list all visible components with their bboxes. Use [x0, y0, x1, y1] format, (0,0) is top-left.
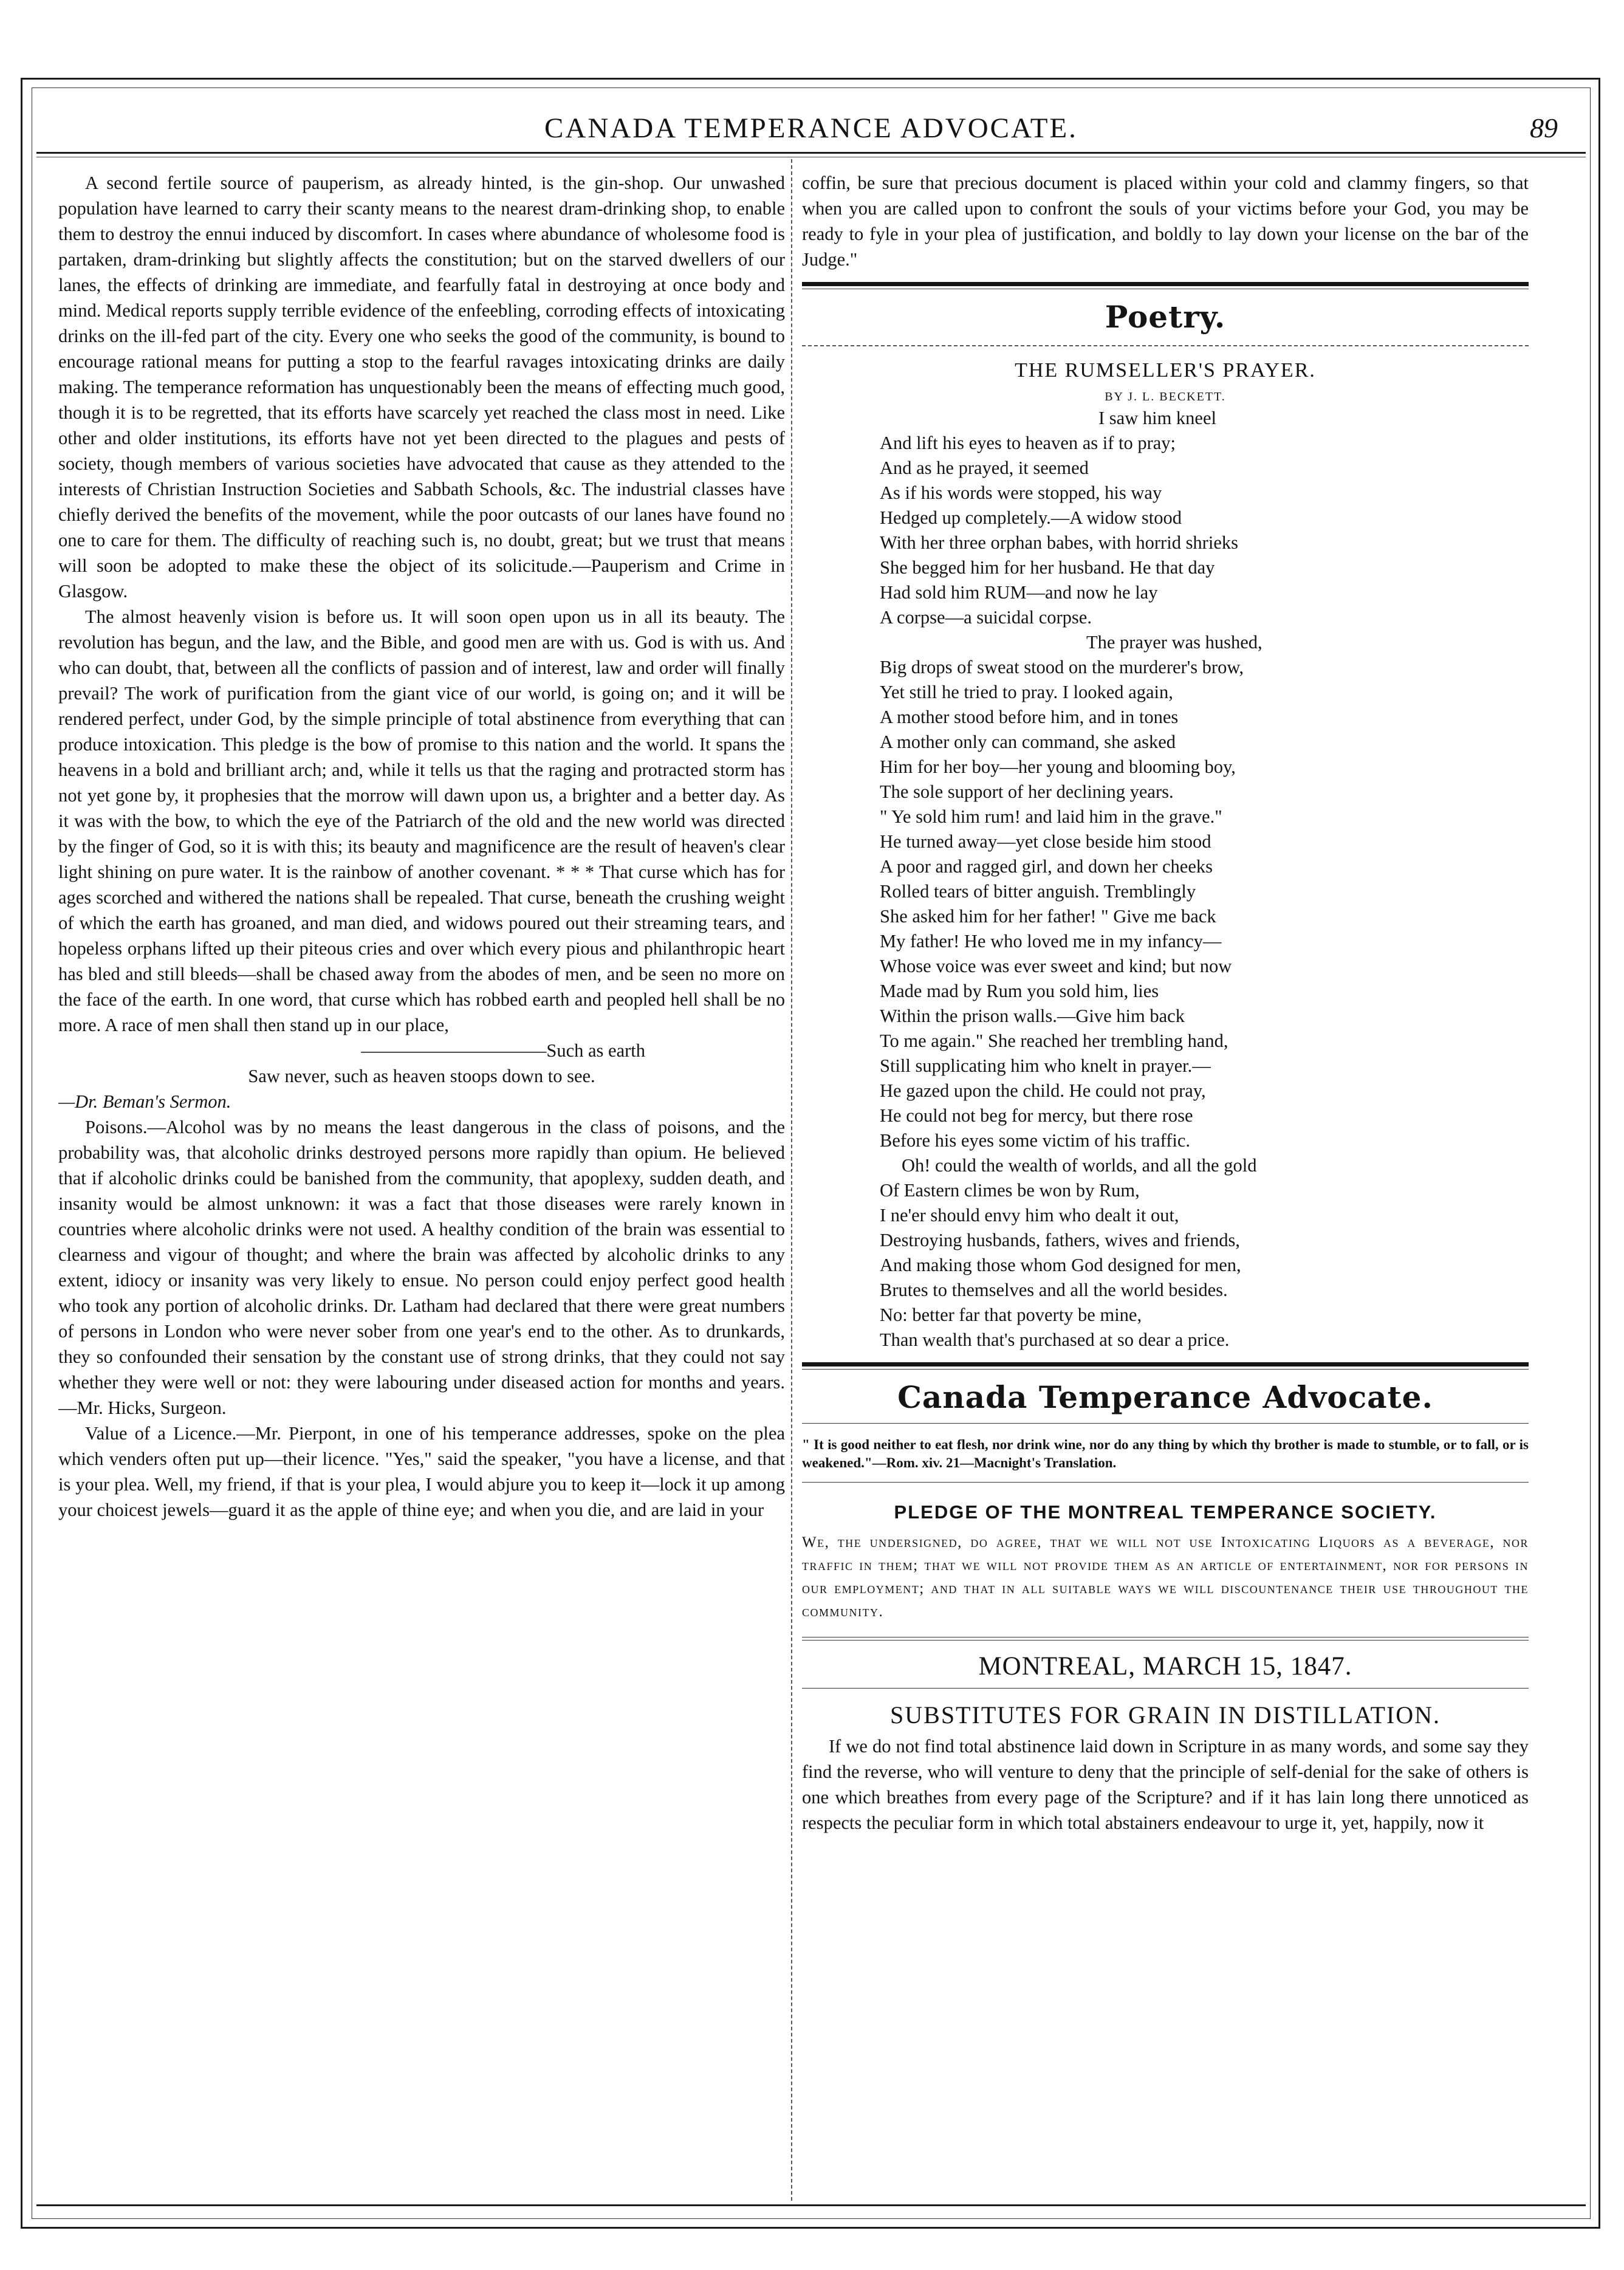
poem-line: Big drops of sweat stood on the murderer's brow,	[880, 657, 1244, 677]
dateline-rule-2	[802, 1640, 1529, 1641]
poem-line: To me again." She reached her trembling hand,	[880, 1030, 1228, 1051]
poem-line: A poor and ragged girl, and down her cheeks	[880, 856, 1213, 877]
poem-line: And lift his eyes to heaven as if to pray;	[880, 433, 1176, 453]
poem-line: I saw him kneel	[1098, 408, 1216, 428]
poem-line: She asked him for her father! " Give me back	[880, 906, 1216, 927]
poem-line: The prayer was hushed,	[1086, 632, 1263, 653]
poem-line: Brutes to themselves and all the world besides.	[880, 1280, 1228, 1300]
article-substitutes-grain: If we do not find total abstinence laid down in Scripture in as many words, and some say they find the reverse, who will venture to deny that the principle of self-denial for the sake of others is one which breathes from every page of the Scripture? and if it has lain long there unnoticed as respects the peculiar form in which total abstainers endeavour to urge it, yet, happily, now it	[802, 1736, 1529, 1833]
poem-line: She begged him for her husband. He that day	[880, 557, 1215, 578]
poem-line: Rolled tears of bitter anguish. Tremblingly	[880, 881, 1196, 902]
poem-line: He turned away—yet close beside him stood	[880, 831, 1211, 852]
poem-line: Before his eyes some victim of his traffic.	[880, 1130, 1191, 1151]
poetry-rule	[802, 345, 1529, 346]
poem-line: I ne'er should envy him who dealt it out,	[880, 1205, 1179, 1226]
poem-line: Him for her boy—her young and blooming boy,	[880, 756, 1236, 777]
article-poisons: Poisons.—Alcohol was by no means the least dangerous in the class of poisons, and the probability was, that alcoholic drinks destroyed persons more rapidly than opium. He believed that if alcoholic drinks could be banished from the community, that apoplexy, sudden death, and insanity would be almost unknown: it was a fact that those diseases were rarely known in countries where alcoholic drinks were not used. A healthy condition of the brain was essential to clearness and vigour of thought; and where the brain was affected by alcoholic drinks to any extent, idiocy or insanity was very likely to ensue. No person could enjoy perfect good health who took any portion of alcoholic drinks. Dr. Latham had declared that there were great numbers of persons in London who were never sober from one year's end to the other. As to drunkards, they so confounded their sensation by the constant use of strong drinks, that they could not say whether they were well or not: they were labouring under diseased action for months and years.—Mr. Hicks, Surgeon.	[58, 1117, 785, 1418]
subhead-rule	[802, 1688, 1529, 1689]
poem-line: Made mad by Rum you sold him, lies	[880, 981, 1159, 1001]
left-column	[58, 170, 785, 2212]
poem-line: Of Eastern climes be won by Rum,	[880, 1180, 1140, 1201]
quote-line-1: ——————————Such as earth	[361, 1040, 645, 1061]
poem-line: A mother stood before him, and in tones	[880, 707, 1179, 727]
motto-quote: " It is good neither to eat flesh, nor drink wine, nor do any thing by which thy brother is made to stumble, or to fall, or is weakened."—Rom. xiv. 21—Macnight's Translation.	[802, 1437, 1529, 1470]
poem-line: My father! He who loved me in my infancy—	[880, 931, 1222, 952]
poem-line: And making those whom God designed for men,	[880, 1255, 1241, 1275]
poem-line: Yet still he tried to pray. I looked again,	[880, 682, 1173, 702]
poem-line: With her three orphan babes, with horrid shrieks	[880, 532, 1238, 553]
article-subheading: SUBSTITUTES FOR GRAIN IN DISTILLATION.	[890, 1701, 1441, 1729]
pledge-text: We, the undersigned, do agree, that we will not use Intoxicating Liquors as a beverage, nor traffic in them; that we will not provide them as an article of entertainment, nor for persons in our employment; and that in all suitable ways we will discountenance their use throughout the community.	[802, 1534, 1529, 1620]
poem-line: Had sold him RUM—and now he lay	[880, 582, 1158, 603]
header-rule	[36, 152, 1586, 154]
masthead: Canada Temperance Advocate.	[897, 1379, 1433, 1415]
poem-line: Than wealth that's purchased at so dear a price.	[880, 1329, 1230, 1350]
running-header	[36, 101, 1586, 149]
bottom-rule	[36, 2204, 1586, 2206]
page-number: 89	[1530, 112, 1558, 143]
poem-line: Still supplicating him who knelt in prayer.—	[880, 1055, 1211, 1076]
poem-line: He gazed upon the child. He could not pray,	[880, 1080, 1206, 1101]
poem-line: Hedged up completely.—A widow stood	[880, 507, 1182, 528]
pledge-heading: PLEDGE OF THE MONTREAL TEMPERANCE SOCIETY.	[894, 1501, 1437, 1523]
poem-line: The sole support of her declining years.	[880, 781, 1174, 802]
attribution: —Dr. Beman's Sermon.	[58, 1091, 231, 1112]
poem-line: And as he prayed, it seemed	[880, 458, 1089, 478]
dateline: MONTREAL, MARCH 15, 1847.	[978, 1652, 1352, 1681]
poem-line: He could not beg for mercy, but there rose	[880, 1105, 1193, 1126]
poetry-heading: Poetry.	[1105, 299, 1226, 335]
article-pauperism: A second fertile source of pauperism, as already hinted, is the gin-shop. Our unwashed population have learned to carry their scanty means to the nearest dram-drinking shop, to enable them to destroy the ennui induced by discomfort. In cases where abundance of wholesome food is partaken, dram-drinking but slightly affects the constitution; but on the starved dwellers of our lanes, the effects of drinking are immediate, and fearfully fatal in destroying at once body and mind. Medical reports supply terrible evidence of the enfeebling, corroding effects of intoxicating drinks on the ill-fed part of the city. Every one who seeks the good of the community, is bound to encourage rational means for putting a stop to the fearful ravages intoxicating drinks are daily making. The temperance reformation has unquestionably been the means of effecting much good, though it is to be regretted, that its efforts have scarcely yet reached the class most in need. Like other and older institutions, its efforts have not yet been directed to the plagues and pests of society, though members of various societies have advocated that cause as they attended to the interests of Christian Instruction Societies and Sabbath Schools, &c. The industrial classes have chiefly derived the benefits of the movement, while the poor outcasts of our lanes have found no one to care for them. The difficulty of reaching such is, no doubt, great; but we trust that means will soon be adopted to make these the object of its solicitude.—Pauperism and Crime in Glasgow.	[58, 173, 785, 602]
article-continuation: coffin, be sure that precious document is placed within your cold and clammy fingers, so that when you are called upon to confront the souls of your victims before your God, you may be ready to fyle in your plea of justification, and boldly to lay down your license on the bar of the Judge."	[802, 173, 1529, 270]
section-rule	[802, 282, 1529, 286]
poem-line: Within the prison walls.—Give him back	[880, 1006, 1185, 1026]
poem-byline: BY J. L. BECKETT.	[1105, 390, 1226, 403]
pledge-rule	[802, 1482, 1529, 1483]
poem-line: Destroying husbands, fathers, wives and friends,	[880, 1230, 1240, 1250]
masthead-underline	[802, 1423, 1529, 1424]
poem-line: As if his words were stopped, his way	[880, 482, 1162, 503]
poem-line: " Ye sold him rum! and laid him in the grave."	[880, 806, 1222, 827]
poem-line: A mother only can command, she asked	[880, 732, 1176, 752]
article-value-of-licence: Value of a Licence.—Mr. Pierpont, in one of his temperance addresses, spoke on the plea which venders often put up—their licence. "Yes," said the speaker, "you have a license, and that is your plea. Well, my friend, if that is your plea, I would abjure you to keep it—lock it up among your choicest jewels—guard it as the apple of thine eye; and when you die, and are laid in your	[58, 1423, 785, 1520]
quote-line-2: Saw never, such as heaven stoops down to see.	[248, 1066, 595, 1086]
column-divider	[791, 159, 792, 2201]
article-heavenly-vision: The almost heavenly vision is before us. It will soon open upon us in all its beauty. The revolution has begun, and the law, and the Bible, and good men are with us. God is with us. And who can doubt, that, between all the conflicts of passion and of interest, law and order will finally prevail? The work of purification from the giant vice of our world, is going on; and it will be rendered perfect, under God, by the simple principle of total abstinence from everything that can produce intoxication. This pledge is the bow of promise to this nation and the world. It spans the heavens in a bold and brilliant arch; and, while it tells us that the raging and protracted storm has not yet gone by, it prophesies that the morrow will dawn upon us, a brighter and a better day. As it was with the bow, to which the eye of the Patriarch of the old and the new world was directed by the finger of God, so it is with this; its beauty and magnificence are the result of heaven's clear light shining on pure water. It is the rainbow of another covenant. * * * That curse which has for ages scorched and withered the nations shall be repealed. That curse, beneath the crushing weight of which the earth has groaned, and man died, and widows poured out their streaming tears, and hopeless orphans lifted up their piteous cries and over which every pious and philanthropic heart has bled and still bleeds—shall be chased away from the abodes of men, and be seen no more on the face of the earth. In one word, that curse which has robbed earth and peopled hell shall be no more. A race of men shall then stand up in our place,	[58, 606, 785, 1035]
poem-line: Whose voice was ever sweet and kind; but now	[880, 956, 1232, 976]
publication-title: CANADA TEMPERANCE ADVOCATE.	[544, 112, 1078, 144]
poem-body	[802, 406, 1529, 1353]
poem-title: THE RUMSELLER'S PRAYER.	[1015, 359, 1316, 382]
poem-line: No: better far that poverty be mine,	[880, 1305, 1142, 1325]
masthead-rule	[802, 1362, 1529, 1366]
right-column	[802, 170, 1529, 2212]
masthead-rule-thin	[802, 1369, 1529, 1370]
poem-line: A corpse—a suicidal corpse.	[880, 607, 1092, 628]
poem-line: Oh! could the wealth of worlds, and all the gold	[902, 1155, 1257, 1176]
